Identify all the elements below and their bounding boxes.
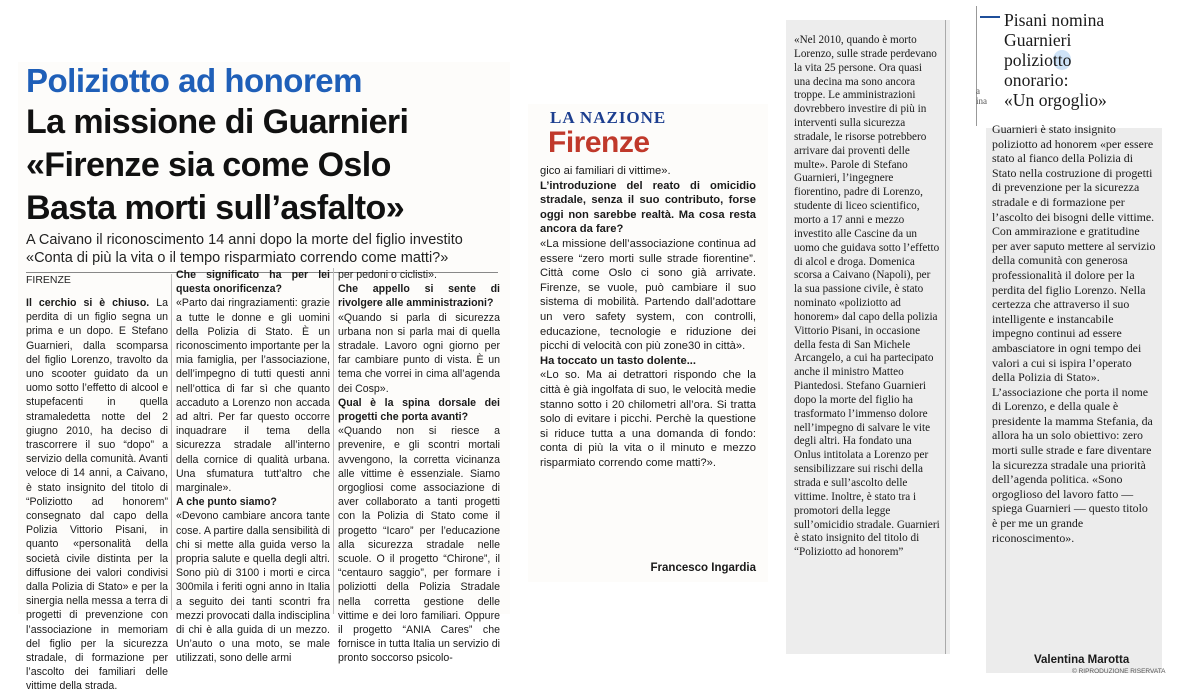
headline-line-4: onorario: bbox=[1004, 70, 1069, 90]
masthead-firenze: Firenze bbox=[548, 126, 650, 159]
headline-line-5: «Un orgoglio» bbox=[1004, 90, 1107, 110]
headline-line-3-text: poliziotto bbox=[1004, 50, 1072, 70]
highlight-mark: tto bbox=[1052, 50, 1072, 70]
byline: Francesco Ingardia bbox=[650, 562, 756, 574]
clipping-pisani-nomina bbox=[976, 6, 1166, 676]
question-2: Ha toccato un tasto dolente... bbox=[540, 354, 697, 367]
masthead-la-nazione: LA NAZIONE bbox=[550, 108, 667, 127]
byline: Valentina Marotta bbox=[1034, 654, 1130, 666]
article-text: Guarnieri è stato insignito poliziotto ad honorem «per essere stato al fianco della Polizia di Stato nella costruzione di progetti di prevenzione per la sicurezza stradale e di formazione per l’ascolto dei bisogni delle vittime. Con ammirazione e gratitudine per aver saputo mettere al servizio della comunità con generosa professionalità il dolore per la perdita del figlio Lorenzo. Nella certezza che attraverso il suo intelligente e instancabile impegno continui ad essere ambasciatore in ogni tempo dei valori a cui si ispira l’operato della Polizia di Stato». L’associazione che porta il nome di Lorenzo, e della quale è presidente la mamma Stefania, da allora ha un solo obiettivo: zero morti sulle strade e fare diventare la sicurezza stradale una priorità dell’agenda politica. «Sono orgoglioso del lavoro fatto — spiega Guarnieri — questo titolo è per me un grande riconoscimento». bbox=[992, 122, 1156, 545]
column-rule bbox=[333, 268, 334, 614]
article-text: «Nel 2010, quando è morto Lorenzo, sulle strade perdevano la vita 25 persone. Ora quasi una decina ma sono ancora troppe. Le amministrazioni dovrebbero investire di più in interventi sulla sicurezza stradale, le risorse potrebbero arrivare dai proventi delle multe». Parole di Stefano Guarnieri, l’ingegnere fiorentino, padre di Lorenzo, studente di liceo scientifico, morto a 17 anni e mezzo investito alle Cascine da un uomo che guidava sotto l’effetto di alcol e droga. Domenica scorsa a Caivano (Napoli), per la sua passione civile, è stato nominato «poliziotto ad honorem» dal capo della polizia Vittorio Pisani, in occasione della festa di San Michele Arcangelo, a cui ha partecipato anche il ministro Matteo Piantedosi. Stefano Guarnieri dopo la morte del figlio ha trasformato l’immenso dolore nell’impegno di salvare le vite degli altri. Ha fondato una Onlus intitolata a Lorenzo per sensibilizzare sui rischi della strada e sull’ascolto delle vittime. Inoltre, è stato tra i promotori della legge sull’omicidio stradale. Guarnieri è stato insignito del titolo di “Poliziotto ad honorem” bbox=[794, 34, 940, 559]
subtitle-line-1: A Caivano il riconoscimento 14 anni dopo la morte del figlio investito bbox=[26, 232, 463, 248]
headline-line-1: Pisani nomina bbox=[1004, 10, 1105, 30]
column-1-text: La perdita di un figlio segna un prima e un dopo. E Stefano Guarnieri, dalla scomparsa del figlio Lorenzo, travolto da uno scooter guidato da un uomo sotto l’effetto di alcool e stupefacenti in quella stramaledetta notte del 2 giugno 2010, ha deciso di trascorrere il suo “dopo” a servizio della comunità. Avanti veloce di 14 anni, a Caivano, è stato insignito del titolo di “Poliziotto ad honorem” consegnato dal capo della Polizia Vittorio Pisani, in quanto «personalità della società civile distinta per la diffusione dei valori condivisi dalla Polizia di Stato» e per la sinergia nella messa a terra di progetti di prevenzione con l’associazione in memoriam del figlio per la sicurezza stradale, di formazione per l’ascolto dei familiari delle vittime della strada. bbox=[26, 297, 168, 693]
dateline: FIRENZE bbox=[26, 274, 71, 286]
accent-bar bbox=[980, 16, 1000, 18]
answer-continued: per pedoni o ciclisti». bbox=[338, 269, 437, 281]
article-column bbox=[540, 164, 756, 576]
answer-continued: gico ai familiari di vittime». bbox=[540, 165, 671, 177]
question-1: L’introduzione del reato di omicidio stradale, senza il suo contributo, forse oggi non sarebbe realtà. Ma cosa resta ancora da fare? bbox=[540, 179, 756, 236]
headline bbox=[1004, 10, 1107, 110]
question-3: Che appello si sente di rivolgere alle amministrazioni? bbox=[338, 283, 500, 310]
cut-text-stub bbox=[976, 86, 987, 106]
headline-line-1: La missione di Guarnieri bbox=[26, 103, 409, 141]
question-1: Che significato ha per lei questa onorificenza? bbox=[176, 269, 330, 296]
copyright-notice: © RIPRODUZIONE RISERVATA bbox=[1072, 668, 1166, 675]
column-rule bbox=[945, 20, 946, 654]
clipping-column-grey bbox=[786, 20, 950, 654]
stub-text: a ina bbox=[976, 86, 987, 106]
subtitle-line-2: «Conta di più la vita o il tempo risparmiato correndo come matti?» bbox=[26, 250, 449, 266]
article-column-3 bbox=[338, 268, 500, 665]
headline-line-2: «Firenze sia come Oslo bbox=[26, 146, 391, 184]
answer-1: «La missione dell’associazione continua ad essere “zero morti sulle strade fiorentine”. Città come Oslo ci sono già arrivate. Firenze, se vuole, può cambiare il suo sistema di mobilità. Partendo dall’adottare un vero safety system, con controlli, educazione, tecnologie e riduzione dei picchi di velocità con più zone30 in città». bbox=[540, 237, 756, 353]
headline-line-3 bbox=[1004, 50, 1107, 70]
article-column-2 bbox=[176, 268, 330, 665]
headline-line-3: Basta morti sull’asfalto» bbox=[26, 189, 405, 227]
headline-line-2: Guarnieri bbox=[1004, 30, 1072, 50]
lead-in: Il cerchio si è chiuso. bbox=[26, 297, 150, 309]
article-column-1 bbox=[26, 296, 168, 693]
column-rule bbox=[171, 274, 172, 610]
answer-3: «Quando si parla di sicurezza urbana non si parla mai di quella stradale. Lavoro ogni giorno per far cambiare punto di vista. È un tema che vorrei in cima all’agenda dei Cosp». bbox=[338, 311, 500, 395]
article-body bbox=[986, 122, 1162, 673]
column-rule bbox=[976, 6, 977, 126]
clipping-poliziotto-ad-honorem bbox=[18, 62, 510, 693]
kicker: Poliziotto ad honorem bbox=[26, 62, 362, 99]
question-4: Qual è la spina dorsale dei progetti che porta avanti? bbox=[338, 396, 500, 424]
article-column bbox=[794, 34, 940, 654]
clipping-la-nazione bbox=[528, 104, 768, 582]
answer-2: «Lo so. Ma ai detrattori rispondo che la città è già ingolfata di suo, le velocità medie stanno sotto i 20 chilometri all’ora. Si tratta solo di evitare i picchi. Perchè la questione si riduce tutta a una domanda di fondo: conta di più la vita o il minuto e mezzo risparmiato correndo come matti?». bbox=[540, 369, 756, 469]
answer-1: «Parto dai ringraziamenti: grazie a tutte le donne e gli uomini della Polizia di Stato. È un riconoscimento importante per la mia famiglia, per l’associazione, dell’impegno di tutti questi anni nell’ottica di far sì che quanto accaduto a Lorenzo non accada ad altri. Per far questo occorre inquadrare il tema della sicurezza stradale all’interno della cornice di qualità urbana. Una sfumatura tutt’altro che marginale». bbox=[176, 297, 330, 495]
question-2: A che punto siamo? bbox=[176, 496, 277, 509]
answer-4: «Quando non si riesce a prevenire, e gli scontri mortali avvengono, la corretta vicinanza alle vittime è essenziale. Siamo orgogliosi come associazione di aver collaborato a tanti progetti con la Polizia di Stato come il progetto “Icaro” per l’educazione alla sicurezza stradale nelle scuole. O il progetto “Chirone”, il “centauro saggio”, per formare i poliziotti della Polizia Stradale nella corretta gestione delle vittime e dei loro familiari. Oppure il progetto “ANIA Cares” che fornisce in tutta Italia un servizio di pronto soccorso psicolo- bbox=[338, 425, 500, 665]
answer-2: «Devono cambiare ancora tante cose. A partire dalla sensibilità di chi si mette alla guida verso la propria salute e quella degli altri. Sono più di 3100 i morti e circa 300mila i feriti ogni anno in Italia a seguito dei tanti scontri fra mezzi provocati dalla indisciplina di chi è alla guida di un mezzo. Un’auto o una moto, se male utilizzati, sono delle armi bbox=[176, 510, 330, 665]
article-column bbox=[992, 122, 1156, 642]
